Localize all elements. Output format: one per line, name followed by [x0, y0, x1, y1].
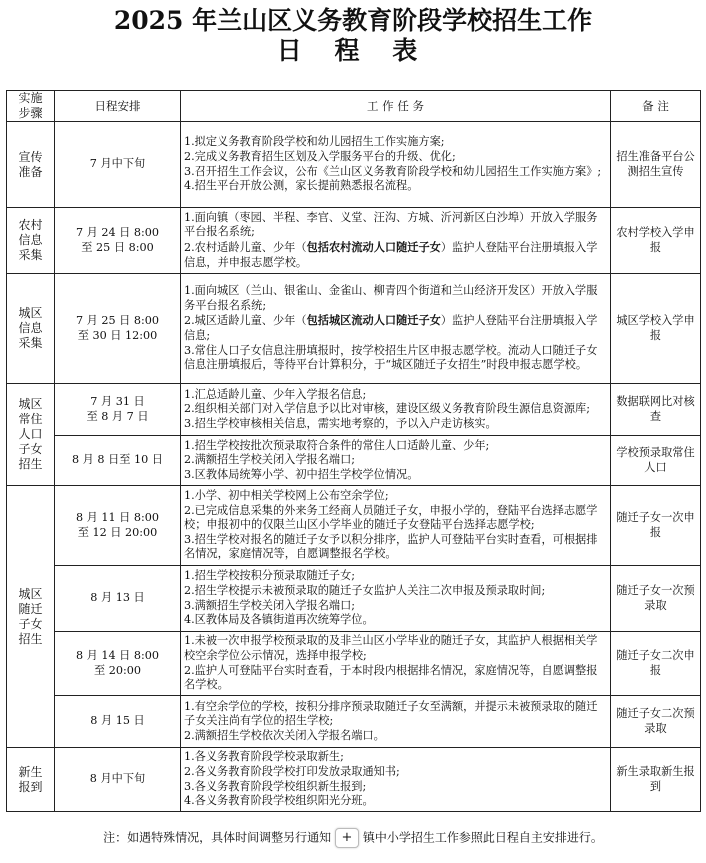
stage-cell: 新生报到 — [7, 748, 55, 812]
table-row — [7, 274, 701, 384]
task-cell — [181, 122, 611, 208]
task-line: 3.召开招生工作会议，公布《兰山区义务教育阶段学校和幼儿园招生工作实施方案》; — [184, 164, 602, 178]
schedule-cell — [55, 208, 181, 274]
stage-cell: 城区随迁子女招生 — [7, 486, 55, 748]
schedule-end: 至 25 日 8:00 — [81, 240, 154, 254]
task-line: 1.招生学校按批次预录取符合条件的常住人口适龄儿童、少年; — [184, 438, 490, 452]
title-line-1: 2025 年兰山区义务教育阶段学校招生工作 — [113, 6, 593, 35]
schedule-start: 8 月 11 日 8:00 — [75, 510, 160, 524]
remark-cell: 新生录取新生报到 — [611, 748, 701, 812]
title-line-2: 日 程 表 — [276, 36, 430, 65]
task-line: 1.拟定义务教育阶段学校和幼儿园招生工作实施方案; — [184, 135, 445, 149]
task-line: 2.满额招生学校依次关闭入学报名端口。 — [184, 728, 385, 742]
task-line: 2.招生学校提示未被预录取的随迁子女监护人关注二次申报及预录取时间; — [184, 583, 546, 597]
schedule-cell: 8 月 15 日 — [55, 696, 181, 748]
schedule-cell: 7 月中下旬 — [55, 122, 181, 208]
stage-cell: 城区信息采集 — [7, 274, 55, 384]
task-text: 2.农村适龄儿童、少年（ — [184, 241, 307, 254]
task-line: 2.完成义务教育招生区划及入学服务平台的升级、优化; — [184, 149, 456, 163]
schedule-end: 至 30 日 12:00 — [77, 328, 158, 342]
stage-cell: 农村信息采集 — [7, 208, 55, 274]
schedule-table — [6, 90, 701, 812]
task-line: 3.满额招生学校关闭入学报名端口; — [184, 598, 356, 612]
schedule-cell — [55, 384, 181, 436]
schedule-cell: 8 月中下旬 — [55, 748, 181, 812]
task-line: 2.满额招生学校关闭入学报名端口; — [184, 453, 356, 467]
table-row — [7, 122, 701, 208]
task-text: ）监护人登陆平台注册填报入学信息，并申报志愿学校。 — [184, 241, 598, 269]
table-row — [7, 632, 701, 696]
task-line: 3.常住人口子女信息注册填报时，按学校招生片区申报志愿学校。流动人口随迁子女信息注册填报后，等待平台计算积分，于“城区随迁子女招生”时段申报志愿学校。 — [184, 343, 598, 372]
schedule-start: 8 月 14 日 8:00 — [75, 648, 160, 662]
schedule-cell — [55, 486, 181, 566]
task-line: 4.各义务教育阶段学校组织阳光分班。 — [184, 794, 374, 808]
task-emphasis: 包括农村流动人口随迁子女 — [306, 240, 441, 254]
header-tasks: 工 作 任 务 — [181, 91, 611, 122]
footnote-text: 镇中小学招生工作参照此日程自主安排进行。 — [362, 830, 603, 845]
schedule-cell: 8 月 8 日至 10 日 — [55, 436, 181, 486]
stage-cell: 城区常住人口子女招生 — [7, 384, 55, 486]
task-cell — [181, 696, 611, 748]
task-line: 1.有空余学位的学校，按积分排序预录取随迁子女至满额，并提示未被预录取的随迁子女关注尚有学位的招生学校; — [184, 699, 598, 728]
task-line: 2.各义务教育阶段学校打印发放录取通知书; — [184, 764, 400, 778]
remark-cell: 城区学校入学申报 — [611, 274, 701, 384]
header-remarks: 备 注 — [611, 91, 701, 122]
task-line — [184, 240, 607, 270]
schedule-end: 至 8 月 7 日 — [86, 409, 149, 423]
remark-cell: 随迁子女一次申报 — [611, 486, 701, 566]
table-row — [7, 566, 701, 632]
schedule-cell: 8 月 13 日 — [55, 566, 181, 632]
task-cell — [181, 436, 611, 486]
remark-cell: 数据联网比对核查 — [611, 384, 701, 436]
remark-cell: 随迁子女二次预录取 — [611, 696, 701, 748]
schedule-start: 7 月 24 日 8:00 — [75, 225, 160, 239]
footnote-text: 注：如遇特殊情况，具体时间调整另行通知 — [103, 830, 332, 845]
task-line: 4.区教体局及各镇街道再次统筹学位。 — [184, 613, 374, 627]
table-row — [7, 208, 701, 274]
remark-cell: 学校预录取常住人口 — [611, 436, 701, 486]
schedule-start: 7 月 25 日 8:00 — [75, 313, 160, 327]
table-header-row — [7, 91, 701, 122]
task-line: 2.已完成信息采集的外来务工经商人员随迁子女，申报小学的，登陆平台选择志愿学校；申报初中的仅限兰山区小学毕业的随迁子女登陆平台选择志愿学校; — [184, 503, 598, 532]
header-schedule: 日程安排 — [55, 91, 181, 122]
task-line: 1.未被一次申报学校预录取的及非兰山区小学毕业的随迁子女，其监护人根据相关学校空余学位公示情况，选择申报学校; — [184, 634, 598, 662]
task-line: 2.监护人可登陆平台实时查看，于本时段内根据排名情况，家庭情况等，自愿调整报名学校。 — [184, 663, 598, 692]
task-line: 1.汇总适龄儿童、少年入学报名信息; — [184, 387, 367, 401]
task-text: ）监护人登陆平台注册填报入学信息; — [184, 314, 598, 342]
task-cell — [181, 566, 611, 632]
schedule-end: 至 20:00 — [94, 663, 141, 677]
table-row — [7, 486, 701, 566]
task-line: 1.各义务教育阶段学校录取新生; — [184, 750, 344, 764]
table-row — [7, 436, 701, 486]
task-cell — [181, 274, 611, 384]
remark-cell: 招生准备平台公测招生宣传 — [611, 122, 701, 208]
remark-cell: 随迁子女二次申报 — [611, 632, 701, 696]
task-cell — [181, 384, 611, 436]
task-cell — [181, 208, 611, 274]
table-row — [7, 384, 701, 436]
task-cell — [181, 748, 611, 812]
stage-cell: 宣传准备 — [7, 122, 55, 208]
task-text: 2.城区适龄儿童、少年（ — [184, 314, 307, 328]
plus-icon[interactable]: + — [335, 828, 359, 848]
task-line — [184, 313, 607, 343]
task-cell — [181, 486, 611, 566]
footnote — [0, 828, 706, 848]
task-line: 4.招生平台开放公测，家长提前熟悉报名流程。 — [184, 179, 419, 193]
task-line: 1.小学、初中相关学校网上公布空余学位; — [184, 489, 389, 503]
page-title — [0, 6, 706, 66]
task-line: 3.招生学校对报名的随迁子女予以积分排序，监护人可登陆平台实时查看，可根据排名情况，家庭情况等，自愿调整报名学校。 — [184, 532, 598, 561]
task-line: 1.面向城区（兰山、银雀山、金雀山、柳青四个街道和兰山经济开发区）开放入学服务平台报名系统; — [184, 284, 598, 312]
task-emphasis: 包括城区流动人口随迁子女 — [306, 313, 441, 328]
task-line: 3.区教体局统筹小学、初中招生学校学位情况。 — [184, 467, 419, 481]
task-line: 1.面向镇（枣园、半程、李官、义堂、汪沟、方城、沂河新区白沙埠）开放入学服务平台报名系统; — [184, 210, 598, 239]
table-row — [7, 748, 701, 812]
task-line: 3.招生学校审核相关信息，需实地考察的，予以入户走访核实。 — [184, 416, 497, 430]
schedule-cell — [55, 632, 181, 696]
table-row — [7, 696, 701, 748]
schedule-cell — [55, 274, 181, 384]
task-line: 2.组织相关部门对入学信息予以比对审核，建设区级义务教育阶段生源信息资源库; — [184, 402, 591, 416]
task-cell — [181, 632, 611, 696]
task-line: 3.各义务教育阶段学校组织新生报到; — [184, 779, 367, 793]
schedule-end: 至 12 日 20:00 — [77, 525, 158, 539]
task-line: 1.招生学校按积分预录取随迁子女; — [184, 569, 356, 583]
header-stage: 实施步骤 — [7, 91, 55, 122]
remark-cell: 农村学校入学申报 — [611, 208, 701, 274]
remark-cell: 随迁子女一次预录取 — [611, 566, 701, 632]
schedule-start: 7 月 31 日 — [90, 394, 145, 408]
